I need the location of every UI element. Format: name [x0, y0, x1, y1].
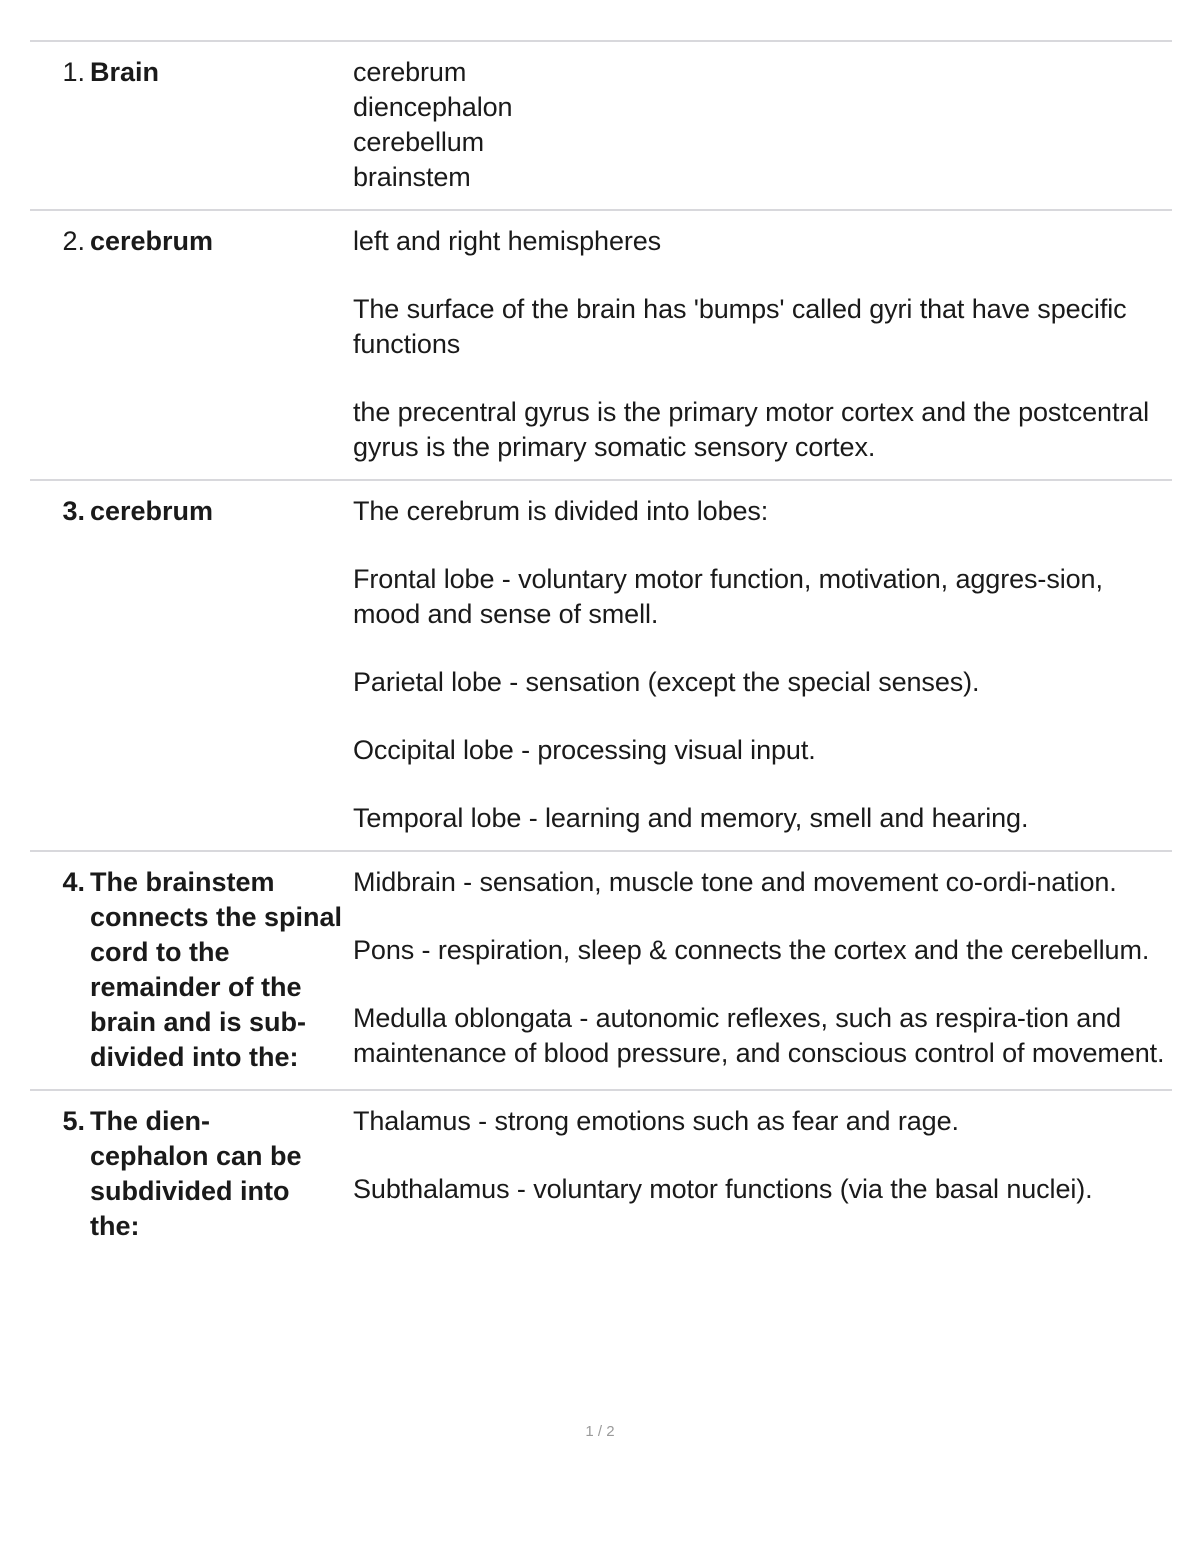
definition-paragraph: cerebrum diencephalon cerebellum brainstem	[353, 57, 513, 192]
card-term	[30, 494, 353, 836]
term-text: cerebrum	[90, 496, 214, 526]
definition-paragraph: Temporal lobe - learning and memory, smell and hearing.	[353, 803, 1029, 833]
definition-paragraph: Parietal lobe - sensation (except the special senses).	[353, 667, 980, 697]
term-text: The dien-cephalon can be subdivided into the:	[90, 1106, 302, 1241]
flashcard-list	[30, 40, 1172, 1258]
term-text: cerebrum	[90, 226, 214, 256]
definition-paragraph: Thalamus - strong emotions such as fear and rage.	[353, 1106, 959, 1136]
card-number: 1.	[62, 57, 85, 87]
card-number: 2.	[62, 226, 85, 256]
card-number: 3.	[62, 496, 85, 526]
definition-paragraph: the precentral gyrus is the primary motor cortex and the postcentral gyrus is the primary somatic sensory cortex.	[353, 397, 1150, 462]
term-text: Brain	[90, 57, 160, 87]
flashcard-3	[30, 479, 1172, 850]
definition-paragraph: left and right hemispheres	[353, 226, 662, 256]
card-term	[30, 224, 353, 465]
definition-paragraph: Pons - respiration, sleep & connects the cortex and the cerebellum.	[353, 935, 1150, 965]
card-definition	[353, 494, 1172, 836]
definition-paragraph: Midbrain - sensation, muscle tone and movement co-ordi-nation.	[353, 867, 1117, 897]
flashcard-4	[30, 850, 1172, 1089]
definition-paragraph: The surface of the brain has 'bumps' called gyri that have specific functions	[353, 294, 1127, 359]
card-definition	[353, 55, 1172, 195]
card-term	[30, 865, 353, 1075]
card-definition	[353, 1104, 1172, 1244]
definition-paragraph: Subthalamus - voluntary motor functions (via the basal nuclei).	[353, 1174, 1093, 1204]
card-term	[30, 1104, 353, 1244]
definition-paragraph: Frontal lobe - voluntary motor function, motivation, aggres-sion, mood and sense of smell.	[353, 564, 1103, 629]
card-term	[30, 55, 353, 195]
card-definition	[353, 224, 1172, 465]
definition-paragraph: Medulla oblongata - autonomic reflexes, such as respira-tion and maintenance of blood pressure, and conscious control of movement.	[353, 1003, 1165, 1068]
definition-paragraph: Occipital lobe - processing visual input.	[353, 735, 816, 765]
card-number: 4.	[62, 867, 85, 897]
flashcard-5	[30, 1089, 1172, 1258]
card-definition	[353, 865, 1172, 1075]
card-number: 5.	[62, 1106, 85, 1136]
flashcard-2	[30, 209, 1172, 479]
definition-paragraph: The cerebrum is divided into lobes:	[353, 496, 769, 526]
page-indicator: 1 / 2	[585, 1423, 615, 1440]
term-text: The brainstem connects the spinal cord to the remainder of the brain and is sub-divided into the:	[90, 867, 343, 1072]
flashcard-1	[30, 40, 1172, 209]
